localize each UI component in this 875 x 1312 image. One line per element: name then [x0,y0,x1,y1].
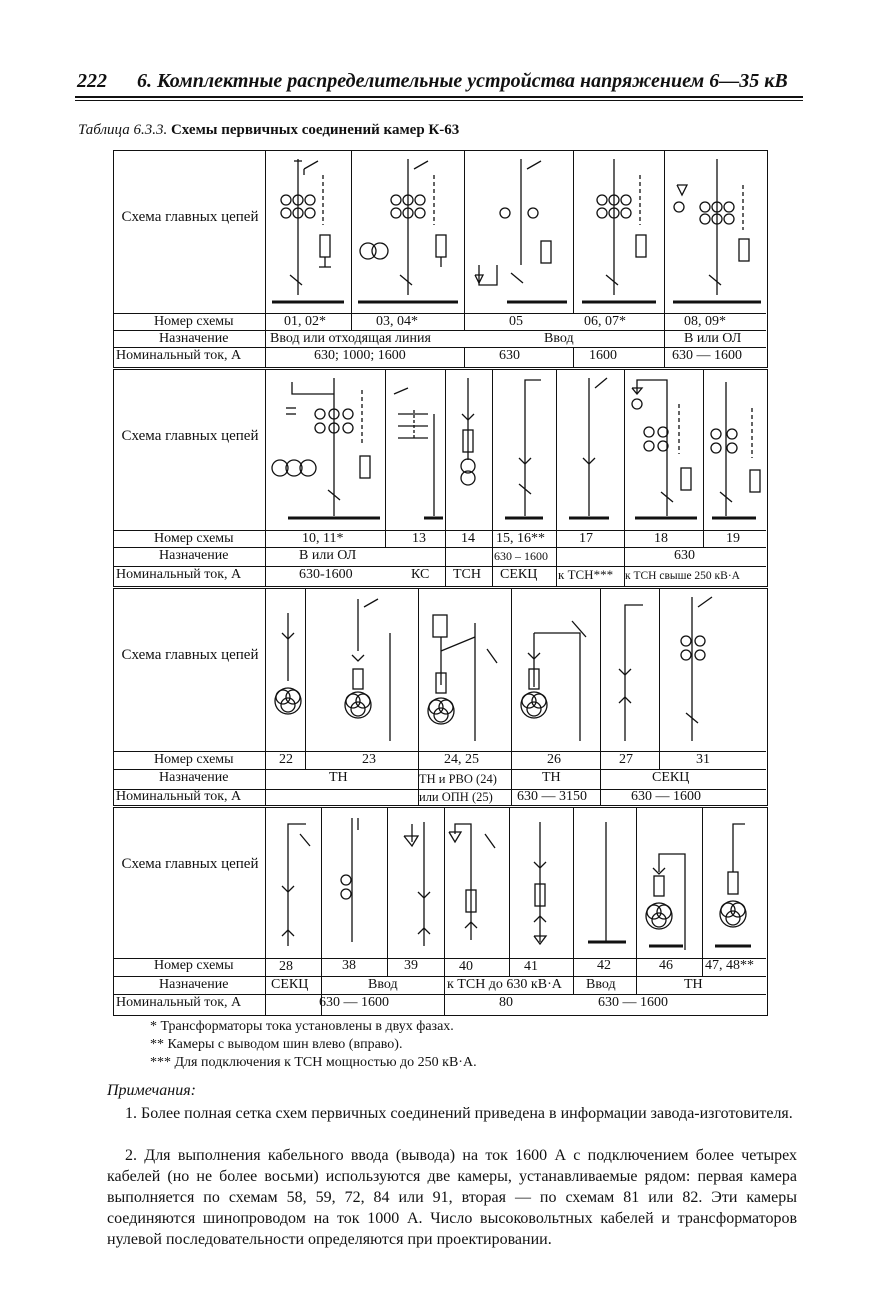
scheme-diagram [576,155,662,310]
current-value: к ТСН*** [558,567,614,582]
current-value: 1600 [589,348,617,363]
scheme-number: 40 [459,959,473,974]
note-paragraph: 1. Более полная сетка схем первичных соединений приведена в информации завода-изготовителя. [125,1105,793,1122]
number-label: Номер схемы [154,752,234,767]
current-label: Номинальный ток, А [116,348,242,363]
note-paragraph: 2. Для выполнения кабельного ввода (вывода) на ток 1600 А с подключением более четырех кабелей (но не более восьми) используются две камеры, устанавливаемые рядом: первая камера выполняется по схемам 58, 59, 72, 84 или 91, вторая — по схемам 81 или 82. Эти камеры соединяются шинопроводом на ток 1000 А. Число высоковольтных кабелей и трансформаторов нулевой последовательности определяются при проектировании. [107,1147,797,1248]
scheme-diagram [662,593,766,745]
chapter-title: 6. Комплектные распределительные устройства напряжением 6—35 кВ [137,70,788,92]
footnote: * Трансформаторы тока установлены в двух фазах. [150,1019,454,1034]
current-value: к ТСН свыше 250 кВ·А [625,570,740,582]
scheme-diagram [667,155,765,310]
scheme-number: 41 [524,959,538,974]
scheme-diagram [388,374,443,526]
scheme-diagram [268,155,348,310]
scheme-number: 10, 11* [302,531,344,546]
scheme-number: 08, 09* [684,314,726,329]
current-value: 630 — 1600 [598,995,668,1010]
purpose-value: 630 [674,548,695,563]
scheme-diagram [705,812,765,954]
current-value: 630; 1000; 1600 [314,348,406,363]
scheme-diagram [576,812,634,954]
purpose-value: ТН [684,977,703,992]
current-value: 630-1600 [299,567,353,582]
scheme-diagram [447,812,507,954]
purpose-value: В или ОЛ [299,548,357,563]
purpose-value: Ввод [368,977,398,992]
scheme-diagram [512,812,570,954]
header-rule-thin [75,100,803,101]
scheme-number: 15, 16** [496,531,545,546]
purpose-value: Ввод [586,977,616,992]
purpose-value: к ТСН до 630 кВ·А [447,977,562,992]
scheme-diagram [639,812,701,954]
purpose-value: 630 – 1600 [494,549,548,563]
scheme-diagram [559,374,621,526]
scheme-number: 14 [461,531,475,546]
purpose-value: ТН [542,770,561,785]
scheme-diagram [268,374,383,526]
current-value: 630 — 1600 [319,995,389,1010]
purpose-value: Ввод [544,331,574,346]
purpose-value: ТН и РВО (24) [419,772,497,786]
scheme-diagram [268,812,320,954]
scheme-diagram [627,374,701,526]
scheme-number: 18 [654,531,668,546]
current-label: Номинальный ток, А [116,995,242,1010]
scheme-diagram [514,593,598,745]
scheme-number: 46 [659,958,673,973]
footnote: ** Камеры с выводом шин влево (вправо). [150,1037,403,1052]
scheme-diagram [421,593,509,745]
table-caption [78,122,459,139]
scheme-number: 03, 04* [376,314,418,329]
table-block-2 [113,369,768,587]
current-value: КС [411,567,430,582]
table-block-4 [113,807,768,1016]
current-value: ТСН [453,567,481,582]
header-rule [75,96,803,98]
scheme-number: 23 [362,752,376,767]
scheme-number: 19 [726,531,740,546]
scheme-number: 47, 48** [705,958,754,973]
current-label: Номинальный ток, А [116,567,242,582]
current-value: или ОПН (25) [419,790,493,804]
scheme-label: Схема главных цепей [121,428,259,444]
page-number: 222 [77,70,107,92]
scheme-label: Схема главных цепей [121,209,259,225]
current-value: 80 [499,995,513,1010]
scheme-diagram [390,812,442,954]
purpose-value: В или ОЛ [684,331,742,346]
scheme-diagram [308,593,416,745]
scheme-number: 22 [279,752,293,767]
notes-heading: Примечания: [107,1082,196,1099]
purpose-label: Назначение [159,770,229,785]
purpose-label: Назначение [159,977,229,992]
current-value: СЕКЦ [500,567,538,582]
scheme-number: 42 [597,958,611,973]
purpose-value: СЕКЦ [652,770,690,785]
purpose-label: Назначение [159,548,229,563]
scheme-diagram [268,593,304,745]
scheme-number: 17 [579,531,593,546]
scheme-number: 13 [412,531,426,546]
scheme-diagram [354,155,462,310]
current-label: Номинальный ток, А [116,789,242,804]
scheme-number: 24, 25 [444,752,479,767]
scheme-number: 28 [279,959,293,974]
scheme-diagram [467,155,571,310]
number-label: Номер схемы [154,531,234,546]
scheme-diagram [706,374,766,526]
current-value: 630 — 1600 [672,348,742,363]
current-value: 630 — 3150 [517,789,587,804]
purpose-value: СЕКЦ [271,977,309,992]
table-block-3 [113,588,768,806]
scheme-label: Схема главных цепей [121,856,259,872]
scheme-number: 38 [342,958,356,973]
table-block-1 [113,150,768,368]
scheme-number: 27 [619,752,633,767]
scheme-number: 05 [509,314,523,329]
scheme-number: 31 [696,752,710,767]
scheme-diagram [495,374,553,526]
current-value: 630 — 1600 [631,789,701,804]
scheme-number: 39 [404,958,418,973]
table-caption-title: Схемы первичных соединений камер К-63 [170,122,460,138]
scheme-diagram [603,593,657,745]
scheme-number: 01, 02* [284,314,326,329]
scheme-diagram [324,812,386,954]
running-header [75,66,805,96]
scheme-number: 06, 07* [584,314,626,329]
table-caption-label: Таблица 6.3.3. [78,122,168,138]
scheme-number: 26 [547,752,561,767]
current-value: 630 [499,348,520,363]
purpose-label: Назначение [159,331,229,346]
scheme-label: Схема главных цепей [121,647,259,663]
footnote: *** Для подключения к ТСН мощностью до 250 кВ·А. [150,1055,477,1070]
scheme-diagram [448,374,490,526]
number-label: Номер схемы [154,958,234,973]
purpose-value: Ввод или отходящая линия [270,331,431,346]
purpose-value: ТН [329,770,348,785]
number-label: Номер схемы [154,314,234,329]
